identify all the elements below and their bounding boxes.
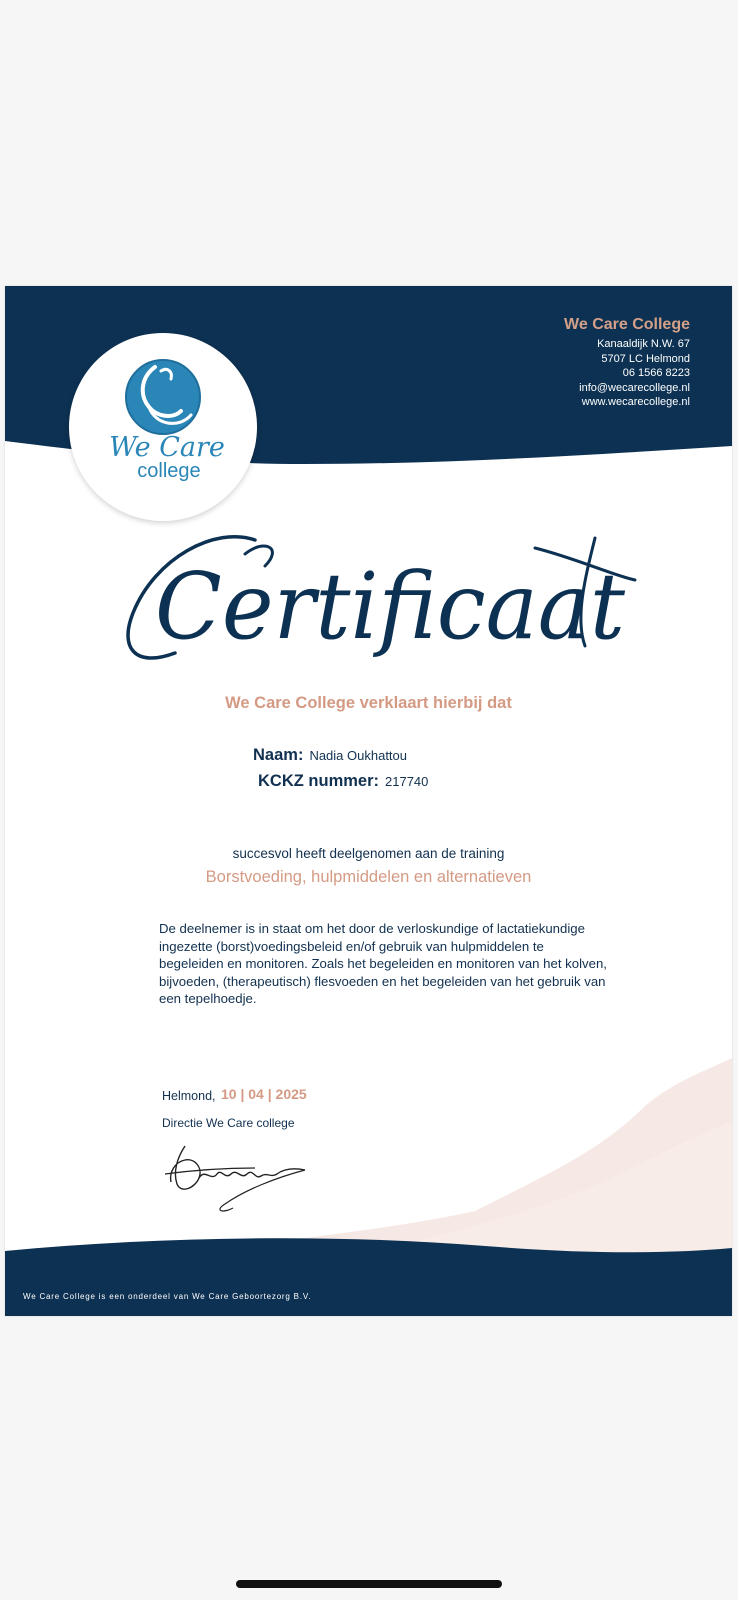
email-address: info@wecarecollege.nl	[579, 381, 690, 394]
org-name: We Care College	[564, 316, 690, 333]
home-indicator[interactable]	[236, 1580, 502, 1588]
footer-text: We Care College is een onderdeel van We Care Geboortezorg B.V.	[23, 1292, 312, 1301]
kckz-label: KCKZ nummer:	[258, 772, 380, 790]
website-url: www.wecarecollege.nl	[581, 396, 690, 408]
certificate-subtitle: We Care College verklaart hierbij dat	[225, 694, 512, 712]
name-value: Nadia Oukhattou	[309, 748, 408, 763]
certificate-title	[115, 518, 655, 688]
logo-badge	[69, 333, 257, 521]
certificate-page	[5, 286, 732, 1316]
issue-date: 10 | 04 | 2025	[221, 1086, 307, 1102]
place: Helmond,	[162, 1089, 216, 1103]
contact-block	[564, 316, 690, 410]
certificate-title-text: Certificaat	[155, 553, 626, 660]
logo-text-line1: We Care	[109, 432, 225, 463]
training-description: De deelnemer is in staat om het door de verloskundige of lactatiekundige ingezette (borst)voedingsbeleid en/of gebruik van hulpmiddelen te begeleiden en monitoren. Zoals het begeleiden en monitoren van het kolven, bijvoeden, (therapeutisch) flesvoeden en het begeleiden van het gebruik van een tepelhoedje.	[159, 921, 607, 1006]
address-line-1: Kanaaldijk N.W. 67	[597, 338, 690, 350]
training-intro: succesvol heeft deelgenomen aan de training	[232, 846, 505, 861]
director-label: Directie We Care college	[162, 1116, 295, 1130]
kckz-field	[258, 772, 428, 791]
logo-text-line2: college	[137, 460, 201, 482]
kckz-value: 217740	[385, 774, 429, 789]
director-signature	[155, 1138, 315, 1218]
name-field	[253, 746, 407, 765]
address-line-2: 5707 LC Helmond	[601, 352, 690, 365]
training-name: Borstvoeding, hulpmiddelen en alternatieven	[205, 868, 532, 886]
name-label: Naam:	[253, 746, 304, 764]
phone-number: 06 1566 8223	[622, 367, 690, 379]
logo-mother-icon	[69, 333, 257, 521]
